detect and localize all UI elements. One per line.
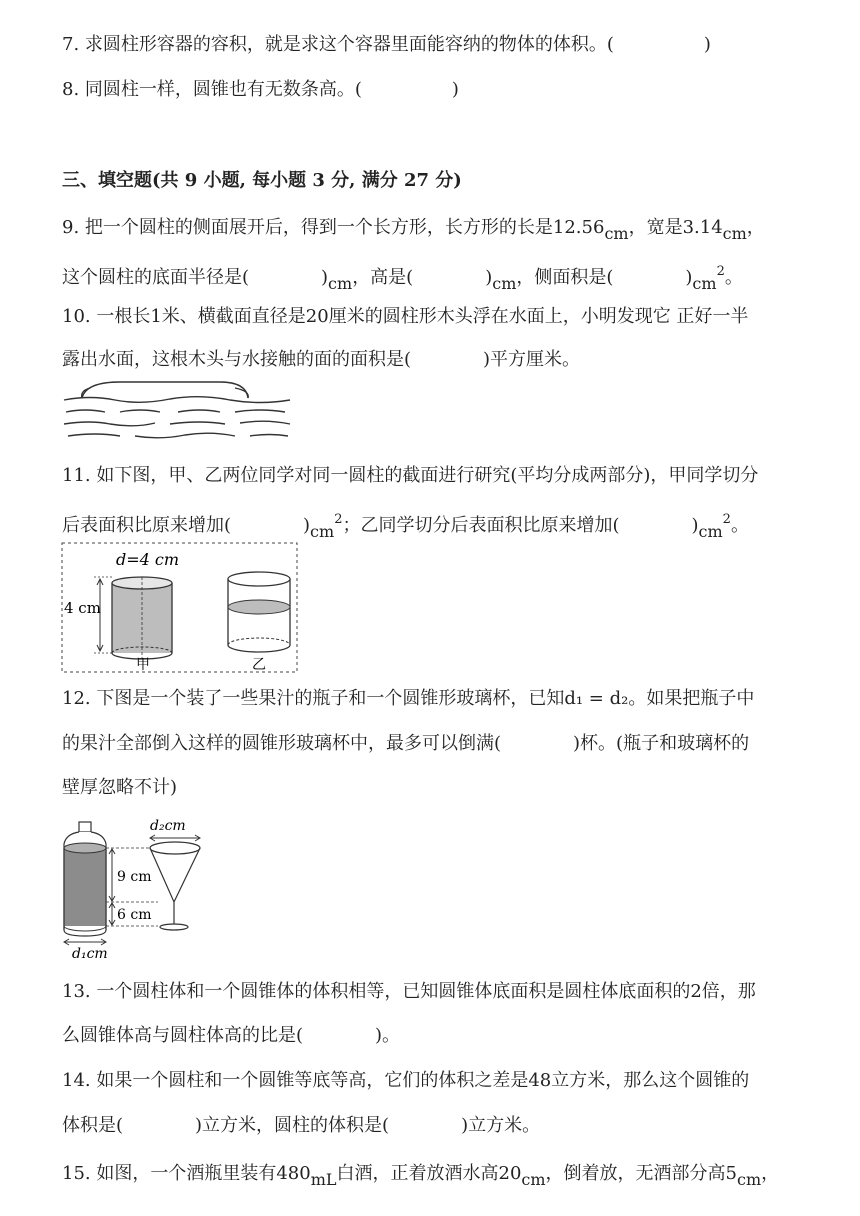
cone-glass [150, 835, 200, 930]
question-7: 7. 求圆柱形容器的容积，就是求这个容器里面能容纳的物体的体积。( ) [62, 34, 711, 55]
question-14-line-2: 体积是( )立方米，圆柱的体积是( )立方米。 [62, 1115, 541, 1136]
bottle-and-cone-figure [58, 812, 238, 964]
height-label: 4 cm [64, 599, 101, 617]
d2-label: d₂cm [150, 818, 186, 834]
question-12-line-1: 12. 下图是一个装了一些果汁的瓶子和一个圆锥形玻璃杯，已知d₁ = d₂。如果把瓶子中 [62, 688, 755, 709]
diameter-label: d=4 cm [116, 550, 180, 569]
cylinder-yi [228, 572, 290, 652]
question-9-line-1: 9. 把一个圆柱的侧面展开后，得到一个长方形，长方形的长是12.56cm，宽是3.14cm， [62, 217, 765, 243]
question-11-line-1: 11. 如下图，甲、乙两位同学对同一圆柱的截面进行研究(平均分成两部分)，甲同学切分 [62, 465, 759, 486]
question-13-line-1: 13. 一个圆柱体和一个圆锥体的体积相等，已知圆锥体底面积是圆柱体底面积的2倍，那 [62, 981, 756, 1002]
section-title: 三、填空题(共 9 小题, 每小题 3 分, 满分 27 分) [62, 170, 462, 191]
question-11-line-2: 后表面积比原来增加( )$cm^2$；乙同学切分后表面积比原来增加( )$cm^2$。 [62, 512, 749, 541]
question-12-line-2: 的果汁全部倒入这样的圆锥形玻璃杯中，最多可以倒满( )杯。(瓶子和玻璃杯的 [62, 733, 750, 754]
cylinder-jia [94, 577, 172, 659]
question-15-line-1: 15. 如图，一个酒瓶里装有480mL白酒，正着放酒水高20cm，倒着放，无酒部分高5cm， [62, 1163, 780, 1189]
d1-label: d₁cm [72, 946, 108, 962]
juice-bottle [64, 822, 106, 936]
question-10-line-2: 露出水面，这根木头与水接触的面的面积是( )平方厘米。 [62, 349, 581, 370]
cylinder-cut-figure [60, 541, 300, 675]
question-9-line-2: 这个圆柱的底面半径是( )cm，高是( )cm，侧面积是( )$cm^2$。 [62, 264, 743, 293]
question-8: 8. 同圆柱一样，圆锥也有无数条高。( ) [62, 79, 459, 100]
height-9-label: 9 cm [117, 869, 152, 885]
floating-log-figure [60, 378, 300, 446]
height-6-label: 6 cm [117, 907, 152, 923]
label-jia: 甲 [136, 657, 150, 673]
question-13-line-2: 么圆锥体高与圆柱体高的比是( )。 [62, 1025, 401, 1046]
question-10-line-1: 10. 一根长1米、横截面直径是20厘米的圆柱形木头浮在水面上，小明发现它 正好一半 [62, 306, 749, 327]
question-12-line-3: 壁厚忽略不计) [62, 777, 178, 798]
question-14-line-1: 14. 如果一个圆柱和一个圆锥等底等高，它们的体积之差是48立方米，那么这个圆锥的 [62, 1070, 750, 1091]
label-yi: 乙 [252, 657, 266, 673]
